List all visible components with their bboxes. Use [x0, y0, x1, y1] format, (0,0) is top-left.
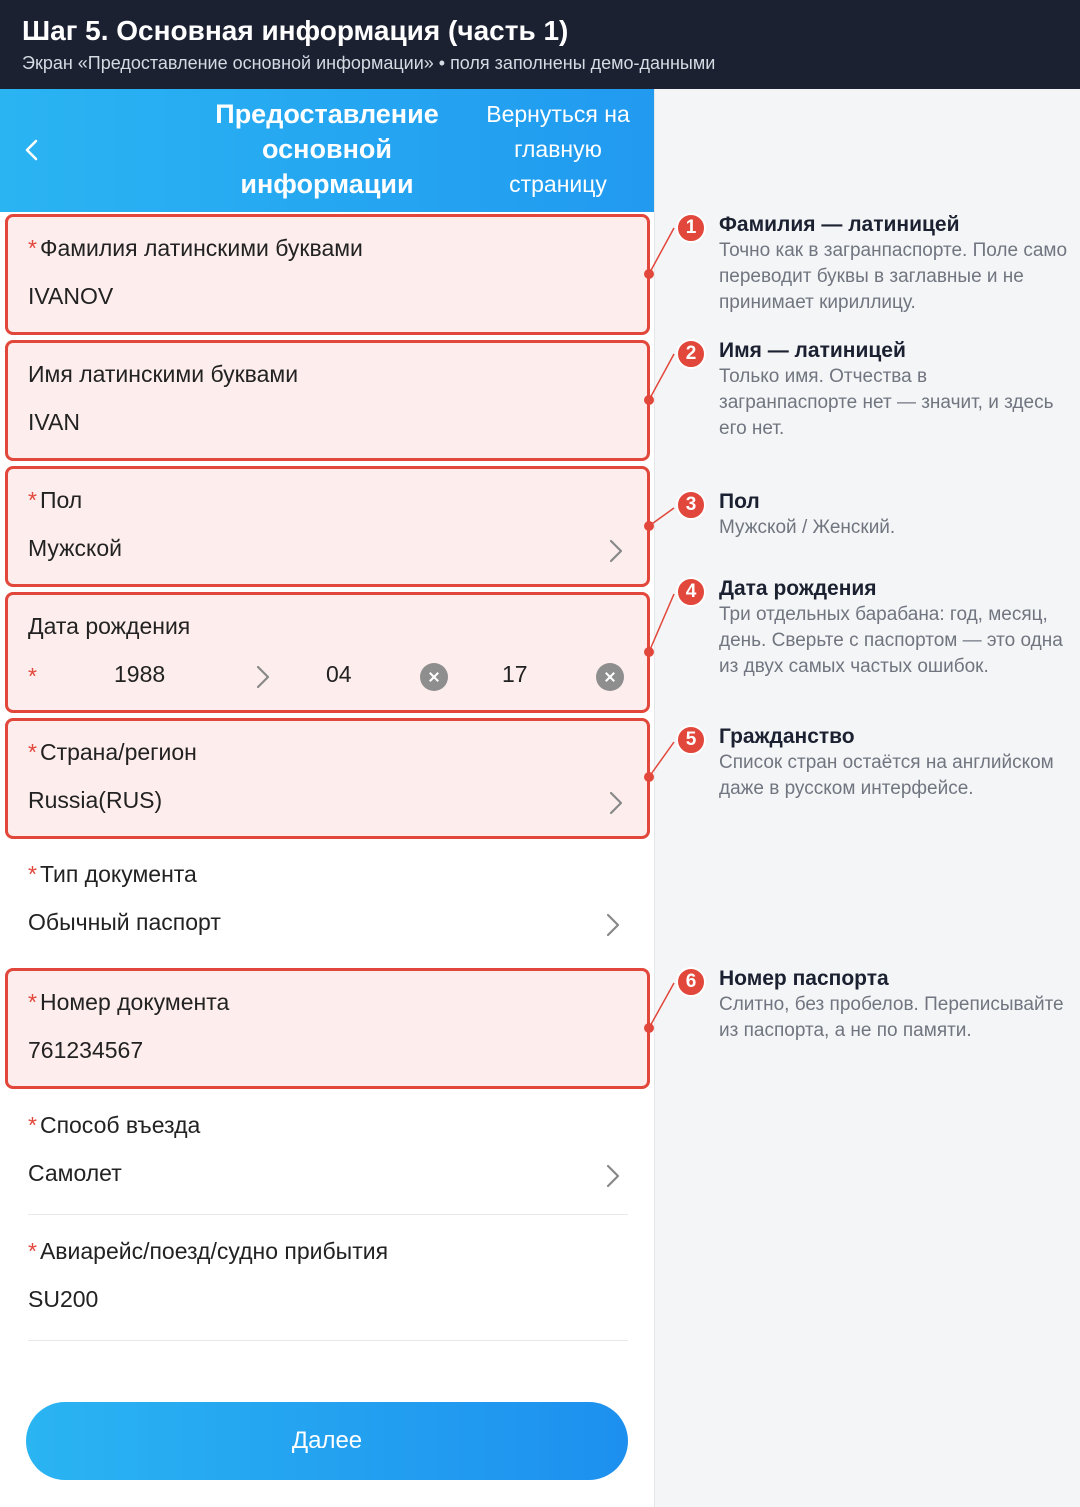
- annotation-text: Мужской / Женский.: [719, 517, 896, 538]
- page-title: Предоставление основной информации: [215, 99, 439, 199]
- gender-value: Мужской: [28, 535, 123, 561]
- country-label: * Страна/регион: [28, 739, 197, 765]
- leader-dot: [644, 647, 654, 657]
- surname-field[interactable]: [5, 214, 650, 335]
- annotation-3: [719, 489, 1069, 541]
- chevron-right-icon: [609, 539, 623, 563]
- surname-label: * Фамилия латинскими буквами: [28, 235, 363, 261]
- arrival-flight-input[interactable]: SU200: [28, 1286, 99, 1312]
- entry-method-label: * Способ въезда: [28, 1112, 201, 1138]
- given-name-input[interactable]: IVAN: [28, 409, 80, 435]
- annotation-text: Слитно, без пробелов. Переписывайте из паспорта, а не по памяти.: [719, 994, 1064, 1041]
- annotation-text: Три отдельных барабана: год, месяц, день. Сверьте с паспортом — это одна из двух самых частых ошибок.: [719, 604, 1063, 677]
- given-name-field[interactable]: [5, 340, 650, 461]
- required-mark: *: [28, 1238, 37, 1264]
- annotation-panel: [654, 89, 1080, 1507]
- banner-subtitle: Экран «Предоставление основной информации» • поля заполнены демо-данными: [22, 53, 716, 73]
- gender-label: * Пол: [28, 487, 83, 513]
- doc-number-input[interactable]: 761234567: [28, 1037, 144, 1063]
- chevron-right-icon: [256, 665, 270, 689]
- country-select[interactable]: [5, 718, 650, 839]
- leader-dot: [644, 1023, 654, 1033]
- chevron-right-icon: [609, 791, 623, 815]
- birth-day-picker[interactable]: 17: [502, 661, 528, 687]
- annotation-badge-2: 2: [676, 339, 706, 369]
- clear-day-icon[interactable]: [596, 663, 624, 691]
- divider: [28, 1340, 628, 1341]
- leader-dot: [644, 269, 654, 279]
- doc-type-value: Обычный паспорт: [28, 909, 221, 935]
- annotation-badge-4: 4: [676, 577, 706, 607]
- home-link[interactable]: Вернуться на главную страницу: [486, 101, 630, 197]
- doc-number-label: * Номер документа: [28, 989, 230, 1015]
- birth-month-picker[interactable]: 04: [326, 661, 352, 687]
- annotation-title: Номер паспорта: [719, 967, 889, 990]
- doc-type-select[interactable]: [5, 843, 650, 964]
- annotation-title: Пол: [719, 490, 760, 513]
- leader-dot: [644, 521, 654, 531]
- required-mark: *: [28, 487, 37, 513]
- annotation-badge-3: 3: [676, 490, 706, 520]
- clear-month-icon[interactable]: [420, 663, 448, 691]
- annotation-text: Только имя. Отчества в загранпаспорте нет — значит, и здесь его нет.: [719, 366, 1054, 439]
- app-header: [0, 89, 654, 212]
- arrival-flight-label: * Авиарейс/поезд/судно прибытия: [28, 1238, 389, 1264]
- doc-number-field[interactable]: [5, 968, 650, 1089]
- phone-screen: [0, 89, 654, 1507]
- annotation-text: Точно как в загранпаспорте. Поле само переводит буквы в заглавные и не принимает кириллицу.: [719, 240, 1068, 313]
- surname-input[interactable]: IVANOV: [28, 283, 114, 309]
- annotation-title: Фамилия — латиницей: [719, 213, 960, 236]
- birth-date-label: Дата рождения: [28, 613, 191, 639]
- leader-dot: [644, 395, 654, 405]
- annotation-2: [719, 338, 1069, 442]
- entry-method-value: Самолет: [28, 1160, 122, 1186]
- chevron-right-icon: [606, 913, 620, 937]
- annotation-badge-6: 6: [676, 967, 706, 997]
- chevron-right-icon: [606, 1164, 620, 1188]
- annotation-4: [719, 576, 1069, 680]
- birth-year-picker[interactable]: 1988: [114, 661, 166, 687]
- required-mark: *: [28, 1112, 37, 1138]
- leader-dot: [644, 772, 654, 782]
- required-mark: *: [28, 739, 37, 765]
- tutorial-banner: [0, 0, 1080, 89]
- arrival-flight-field[interactable]: [5, 1220, 650, 1341]
- annotation-title: Имя — латиницей: [719, 339, 906, 362]
- required-mark: *: [28, 861, 37, 887]
- entry-method-select[interactable]: [5, 1094, 650, 1215]
- birth-date-field: [5, 592, 650, 713]
- annotation-title: Гражданство: [719, 725, 855, 748]
- divider: [28, 1214, 628, 1215]
- annotation-text: Список стран остаётся на английском даже в русском интерфейсе.: [719, 752, 1054, 799]
- required-mark: *: [28, 663, 37, 689]
- country-value: Russia(RUS): [28, 787, 163, 813]
- annotation-6: [719, 966, 1069, 1044]
- chevron-left-icon[interactable]: [22, 139, 44, 161]
- next-button[interactable]: Далее: [26, 1402, 628, 1480]
- given-name-label: Имя латинскими буквами: [28, 361, 299, 387]
- annotation-1: [719, 212, 1069, 316]
- annotation-badge-1: 1: [676, 213, 706, 243]
- annotation-title: Дата рождения: [719, 577, 877, 600]
- required-mark: *: [28, 989, 37, 1015]
- banner-title: Шаг 5. Основная информация (часть 1): [22, 15, 569, 46]
- required-mark: *: [28, 235, 37, 261]
- annotation-5: [719, 724, 1069, 802]
- doc-type-label: * Тип документа: [28, 861, 197, 887]
- gender-select[interactable]: [5, 466, 650, 587]
- annotation-badge-5: 5: [676, 725, 706, 755]
